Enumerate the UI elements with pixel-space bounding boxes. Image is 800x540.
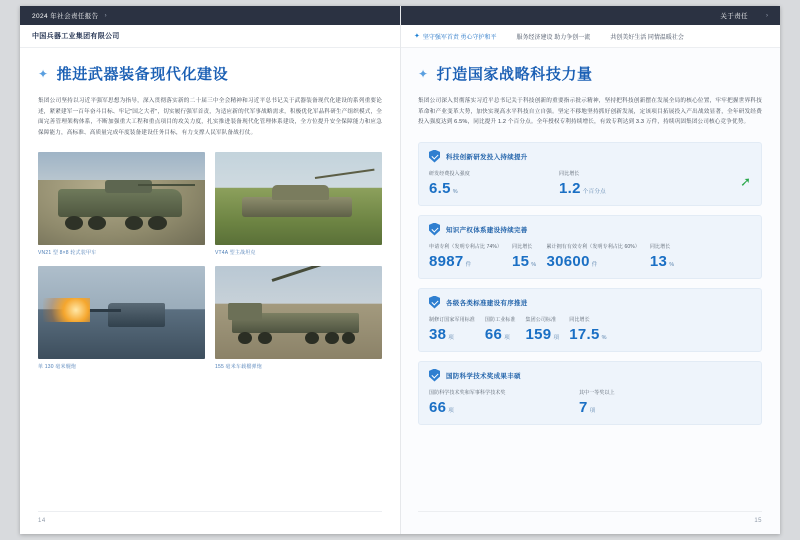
metric-row — [429, 170, 751, 196]
chevron-right-icon: › — [766, 12, 768, 19]
photo-wheeled-armored-vehicle — [38, 152, 205, 245]
metric-unit: 件 — [591, 261, 598, 268]
metric-card — [418, 142, 762, 206]
photo-caption: VN21 型 8×8 轮式装甲车 — [38, 250, 97, 256]
nav-item-label: 服务经济建设 助力争创一流 — [516, 34, 591, 41]
star-icon: ✦ — [414, 33, 420, 40]
metric-number: 1.2 — [559, 179, 581, 197]
metric-row — [429, 316, 751, 342]
section-nav — [400, 32, 684, 41]
left-subbar — [20, 25, 400, 48]
left-page — [20, 6, 400, 534]
metric-label: 国防工业标准 — [484, 316, 516, 323]
metric-value — [429, 254, 502, 269]
metric-card — [418, 361, 762, 425]
metric-value — [526, 327, 560, 342]
metric-unit: 项 — [504, 334, 511, 341]
left-topbar-label: 2024 年社会责任报告 — [32, 13, 99, 20]
metric-unit: % — [669, 261, 675, 268]
trend-up-arrow-icon: ➚ — [740, 174, 751, 189]
left-page-body — [20, 47, 400, 534]
metric-number: 7 — [579, 398, 588, 416]
metric-unit: % — [531, 261, 537, 268]
chevron-right-icon: › — [104, 12, 107, 19]
metric — [429, 243, 512, 269]
metric-label: 同比增长 — [569, 316, 590, 323]
shield-check-icon — [429, 223, 440, 236]
metric — [559, 170, 616, 196]
metric-value — [579, 400, 615, 415]
metric — [429, 170, 559, 196]
metric — [526, 316, 570, 342]
card-title: 科技创新研发投入持续提升 — [446, 153, 528, 161]
nav-item-label: 共创美好生活 同情温暖社会 — [610, 34, 684, 41]
metric-value — [512, 254, 537, 269]
metric-label: 申请专利（发明专利占比 74%） — [429, 243, 502, 250]
photo-naval-gun — [38, 266, 205, 359]
metric-number: 15 — [512, 252, 530, 270]
metric-number: 66 — [429, 398, 447, 416]
metric — [429, 389, 579, 415]
page-gutter — [400, 6, 401, 534]
right-page-body — [400, 47, 780, 534]
page-title-text: 打造国家战略科技力量 — [436, 66, 593, 83]
metric-number: 30600 — [546, 252, 590, 270]
page-title — [38, 63, 382, 84]
metric-value — [559, 181, 606, 196]
photo-item — [215, 152, 382, 256]
photo-grid — [38, 152, 382, 370]
metric-label: 制修订国家军用标准 — [429, 316, 475, 323]
page-number-left: 14 — [38, 518, 46, 524]
page-number-right: 15 — [754, 518, 762, 524]
shield-check-icon — [429, 369, 440, 382]
metric-value — [547, 254, 640, 269]
metric-unit: 个百分点 — [582, 188, 606, 195]
metric-label: 国防科学技术奖和军事科学技术奖 — [429, 389, 506, 396]
metric-unit: 项 — [448, 334, 455, 341]
left-topbar — [20, 6, 400, 25]
metric — [485, 316, 526, 342]
metric-row — [429, 389, 751, 415]
star-icon: ✦ — [38, 66, 49, 81]
metric-value — [569, 327, 607, 342]
metric — [429, 316, 485, 342]
metric-label: 累计拥有有效专利（发明专利占比 60%） — [546, 243, 640, 250]
metric-value — [429, 400, 569, 415]
metric-value — [429, 327, 475, 342]
photo-item — [38, 266, 205, 370]
metric-label: 其中一等奖以上 — [579, 389, 615, 396]
photo-caption: VT4A 型主战坦克 — [215, 250, 256, 256]
metric-unit: 项 — [553, 334, 560, 341]
photo-truck-mounted-howitzer — [215, 266, 382, 359]
metric-card — [418, 215, 762, 279]
metric-value — [429, 181, 549, 196]
metric-number: 17.5 — [569, 325, 600, 343]
metric-number: 13 — [649, 252, 668, 270]
card-header — [429, 369, 751, 382]
metric-unit: % — [452, 188, 458, 195]
photo-caption: 155 毫米车载榴弹炮 — [215, 364, 262, 370]
star-icon: ✦ — [418, 66, 429, 81]
nav-item-0[interactable] — [414, 32, 497, 41]
metric-number: 6.5 — [429, 179, 451, 197]
nav-item-label: 坚守强军首责 勇心守护和平 — [422, 34, 497, 41]
metric-number: 38 — [429, 325, 447, 343]
photo-caption: 单 130 毫米舰炮 — [38, 364, 77, 370]
metric-number: 8987 — [429, 252, 464, 270]
photo-item — [215, 266, 382, 370]
metric-unit: 项 — [589, 407, 596, 414]
card-header — [429, 296, 751, 309]
company-name: 中国兵器工业集团有限公司 — [32, 33, 120, 40]
intro-paragraph: 集团公司坚持以习近平强军思想为指导，深入贯彻落实新的二十届三中全会精神和习近平总书记关于武器装备现代化建设的系列重要论述，紧紧建军一百年奋斗目标、牢记"国之大者"，切实履行强军首责，为适应新的代军事战略需求，积极优化军品科研生产组织模式，全面完善管理架构体系，不断加强重大工程和重点项目的攻关力度，扎实推进装备现代化管理体系建设，全方位提升安全保障能力和应急保障能力，高标准、高质量完成年度装备建设任务目标，有力支撑人民军队备战打仗。 — [38, 98, 382, 136]
card-title: 各级各类标准建设有序推进 — [446, 299, 528, 307]
right-topbar — [400, 6, 780, 25]
metric-label: 同比增长 — [512, 243, 533, 250]
shield-check-icon — [429, 150, 440, 163]
metric-row — [429, 243, 751, 269]
metric-unit: % — [601, 334, 607, 341]
card-title: 知识产权体系建设持续完善 — [446, 226, 528, 234]
metric-value — [485, 327, 516, 342]
metric-number: 66 — [484, 325, 503, 343]
metric-label: 同比增长 — [649, 243, 671, 250]
document-spread — [20, 6, 780, 534]
metric — [579, 389, 625, 415]
metric — [650, 243, 685, 269]
metric — [512, 243, 547, 269]
metric — [547, 243, 650, 269]
metric-unit: 件 — [465, 261, 472, 268]
right-page — [400, 6, 780, 534]
nav-item-1[interactable] — [517, 32, 591, 41]
photo-item — [38, 152, 205, 256]
metric-label: 同比增长 — [559, 170, 580, 177]
footer-divider — [418, 511, 762, 512]
card-header — [429, 150, 751, 163]
page-title — [418, 63, 762, 84]
right-topbar-label: 关于责任 — [720, 13, 748, 20]
metric-value — [650, 254, 675, 269]
card-header — [429, 223, 751, 236]
footer-divider — [38, 511, 382, 512]
metric-card — [418, 288, 762, 352]
shield-check-icon — [429, 296, 440, 309]
card-title: 国防科学技术奖成果丰硕 — [446, 372, 521, 380]
metric-card-list — [418, 142, 762, 425]
page-title-text: 推进武器装备现代化建设 — [56, 66, 229, 83]
intro-paragraph: 集团公司深入贯彻落实习近平总书记关于科技创新的重要指示批示精神，坚持把科技创新摆在发展全局的核心位置，牢牢把握世界科技革命和产业变革大势，加快实现高水平科技自立自强。坚定不移地坚持抓好创新发展，定该项目拓展投入产出战效显著，全年研发经费投入强度达到 6.5%，同比提升 1.2 个百分点。全年授权专利持续增长，有效专利达到 3.3 万件，持续巩固集团公司核心竞争优势。 — [418, 98, 762, 125]
metric — [569, 316, 617, 342]
metric-label: 研发经费投入强度 — [429, 170, 470, 177]
metric-unit: 项 — [448, 407, 455, 414]
metric-label: 集团公司标准 — [525, 316, 557, 323]
photo-main-battle-tank — [215, 152, 382, 245]
right-subbar — [400, 25, 780, 48]
nav-item-2[interactable] — [610, 32, 684, 41]
metric-number: 159 — [525, 325, 552, 343]
